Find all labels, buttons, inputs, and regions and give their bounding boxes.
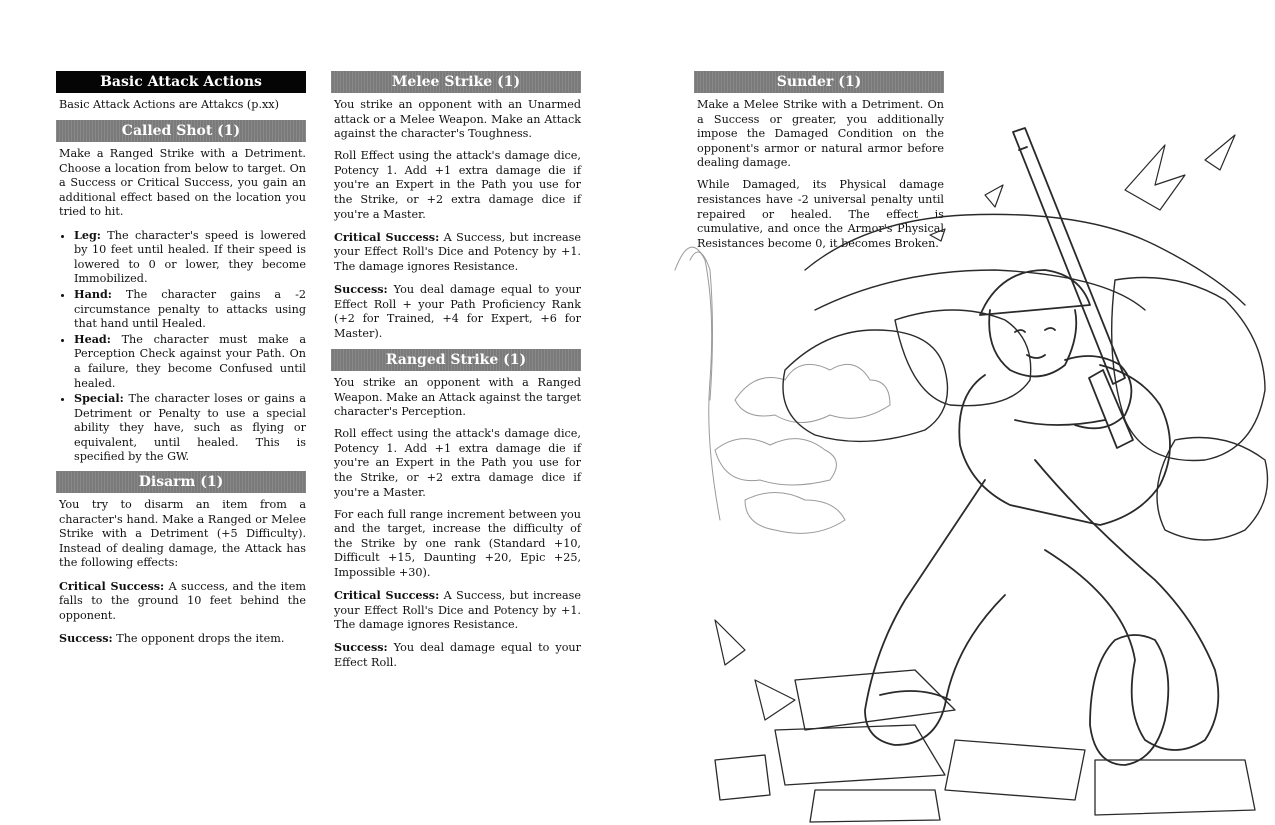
ranged-strike-p1: You strike an opponent with a Ranged Weapon. Make an Attack against the target character's Perception. xyxy=(334,375,581,419)
ground-stones xyxy=(715,670,1255,822)
disarm-text: You try to disarm an item from a character's hand. Make a Ranged or Melee Strike with a Detriment (+5 Difficulty). Instead of dealing damage, the Attack has the following effects: xyxy=(59,498,306,570)
sandbag-wall xyxy=(783,214,1268,540)
disarm-heading: Disarm (1) xyxy=(56,471,306,493)
ranged-strike-heading: Ranged Strike (1) xyxy=(331,349,581,371)
sunder-heading: Sunder (1) xyxy=(694,71,944,93)
soldier xyxy=(865,270,1218,765)
basic-attack-actions-heading: Basic Attack Actions xyxy=(56,71,306,93)
melee-critical-success: Critical Success: A Success, but increase your Effect Roll's Dice and Potency by +1. The damage ignores Resistance. xyxy=(334,229,581,273)
location-hand: • Hand: The character gains a -2 circumstance penalty to attacks using that hand until Healed. xyxy=(74,287,306,332)
ranged-success: Success: You deal damage equal to your Effect Roll. xyxy=(334,640,581,669)
melee-strike-heading: Melee Strike (1) xyxy=(331,71,581,93)
melee-success: Success: You deal damage equal to your Effect Roll + your Path Proficiency Rank (+2 for Trained, +4 for Expert, +6 for Master). xyxy=(334,282,581,340)
called-shot-intro: Make a Ranged Strike with a Detriment. Choose a location from below to target. On a Success or Critical Success, you gain an additional effect based on the location you tried to hit. xyxy=(59,147,306,219)
column-left xyxy=(56,71,306,654)
melee-strike-p2: Roll Effect using the attack's damage dice, Potency 1. Add +1 extra damage die if you're an Expert in the Path you use for the Strike, or +2 extra damage dice if you're a Master. xyxy=(334,149,581,221)
location-special: • Special: The character loses or gains a Detriment or Penalty to use a special ability they have, such as flying or equivalent, until healed. This is specified by the GW. xyxy=(74,391,306,465)
location-leg: • Leg: The character's speed is lowered by 10 feet until healed. If their speed is lowered to 0 or lower, they become Immobilized. xyxy=(74,228,306,287)
disarm-critical-success: Critical Success: A success, and the item falls to the ground 10 feet behind the opponent. xyxy=(59,578,306,622)
soldier-illustration xyxy=(655,120,1275,825)
sunder-p2: While Damaged, its Physical damage resistances have -2 universal penalty until repaired or healed. The effect is cumulative, and once the Armor's Physical Resistances become 0, it becomes Broken. xyxy=(697,178,944,250)
sunder-p1: Make a Melee Strike with a Detriment. On a Success or greater, you additionally impose the Damaged Condition on the opponent's armor or natural armor before dealing damage. xyxy=(697,98,944,170)
location-head: • Head: The character must make a Perception Check against your Path. On a failure, they become Confused until healed. xyxy=(74,332,306,391)
called-shot-locations xyxy=(56,228,306,466)
rifle xyxy=(1013,128,1133,448)
melee-strike-p1: You strike an opponent with an Unarmed attack or a Melee Weapon. Make an Attack against the character's Toughness. xyxy=(334,98,581,141)
called-shot-heading: Called Shot (1) xyxy=(56,120,306,142)
basic-attack-actions-text: Basic Attack Actions are Attakcs (p.xx) xyxy=(59,98,279,111)
column-middle xyxy=(331,71,581,678)
disarm-success: Success: The opponent drops the item. xyxy=(59,630,285,645)
ranged-critical-success: Critical Success: A Success, but increase your Effect Roll's Dice and Potency by +1. The damage ignores Resistance. xyxy=(334,588,581,632)
ranged-strike-p3: For each full range increment between you and the target, increase the difficulty of the Strike by one rank (Standard +10, Difficult +15, Daunting +20, Epic +25, Impossible +30). xyxy=(334,507,581,580)
ranged-strike-p2: Roll effect using the attack's damage dice, Potency 1. Add +1 extra damage die if you're an Expert in the Path you use for the Strike, or +2 extra damage dice if you're a Master. xyxy=(334,427,581,499)
